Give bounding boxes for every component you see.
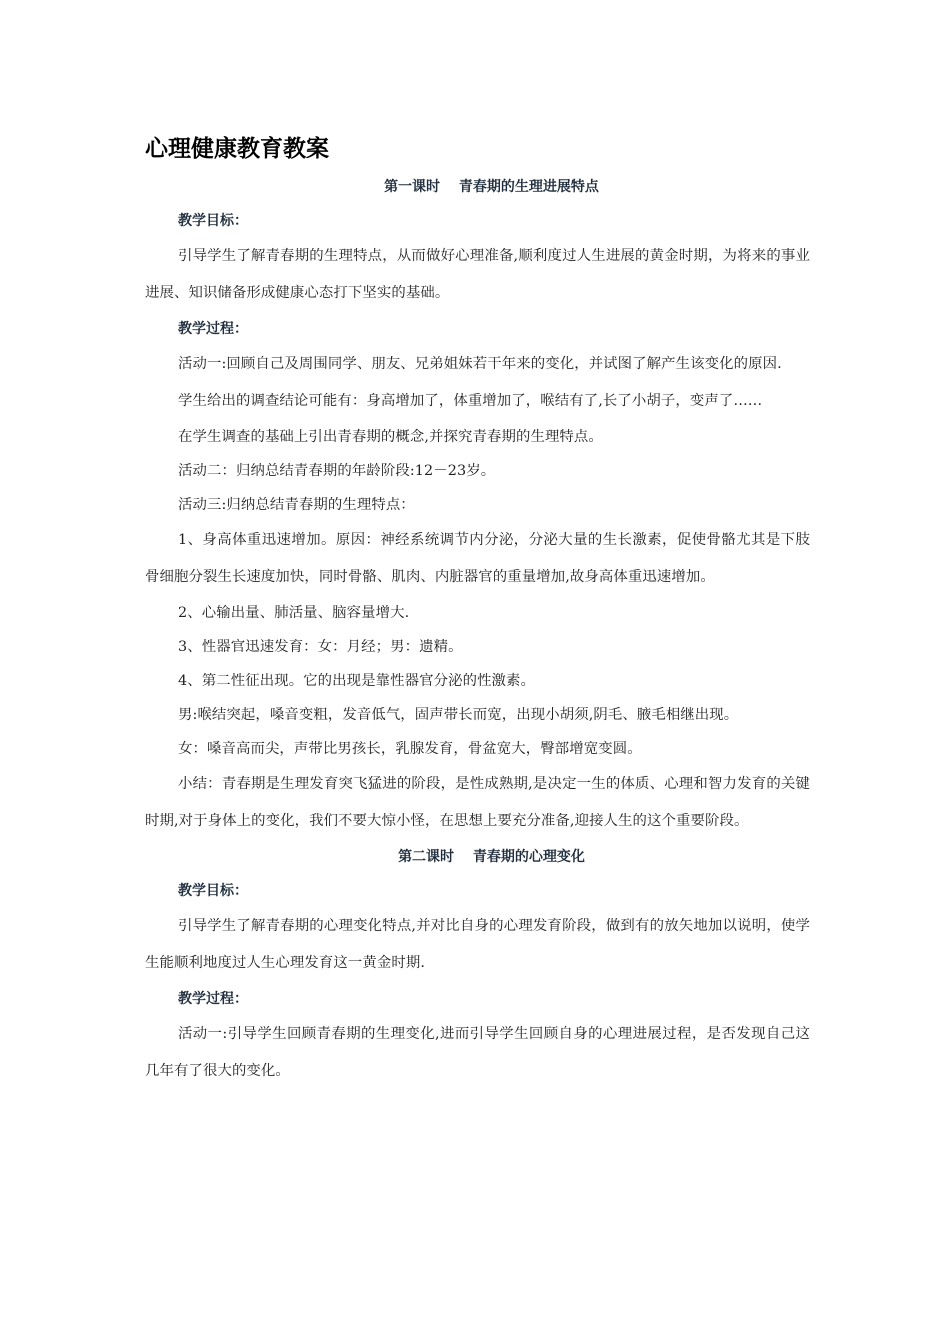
lesson-2-objective-label: 教学目标：	[178, 883, 248, 899]
paragraph: 活动一:回顾自己及周围同学、朋友、兄弟姐妹若干年来的变化，并试图了解产生该变化的原因.	[178, 356, 782, 372]
paragraph: 小结：青春期是生理发育突飞猛进的阶段，是性成熟期,是决定一生的体质、心理和智力发育的关键时期,对于身体上的变化，我们不要大惊小怪，在思想上要充分准备,迎接人生的这个重要阶段。	[145, 776, 810, 829]
paragraph: 2、心输出量、肺活量、脑容量增大.	[178, 605, 410, 621]
paragraph: 活动三:归纳总结青春期的生理特点：	[178, 497, 415, 513]
paragraph: 女：嗓音高而尖，声带比男孩长，乳腺发育，骨盆宽大，臀部增宽变圆。	[178, 741, 642, 757]
document-page	[145, 132, 810, 1090]
lesson-2-heading: 第二课时 青春期的心理变化	[398, 849, 585, 865]
lesson-1-process-label: 教学过程：	[178, 321, 248, 337]
paragraph: 活动一:引导学生回顾青春期的生理变化,进而引导学生回顾自身的心理进展过程，是否发现自己这几年有了很大的变化。	[145, 1026, 810, 1079]
lesson-1-objective-label: 教学目标：	[178, 213, 248, 229]
paragraph: 3、性器官迅速发育：女：月经；男：遗精。	[178, 639, 463, 655]
paragraph: 活动二：归纳总结青春期的年龄阶段:12－23岁。	[178, 463, 496, 479]
paragraph: 男:喉结突起，嗓音变粗，发音低气，固声带长而宽，出现小胡须,阴毛、腋毛相继出现。	[178, 707, 739, 723]
paragraph: 1、身高体重迅速增加。原因：神经系统调节内分泌，分泌大量的生长激素，促使骨骼尤其是下肢骨细胞分裂生长速度加快，同时骨骼、肌肉、内脏器官的重量增加,故身高体重迅速增加。	[145, 532, 810, 585]
lesson-2-process-label: 教学过程：	[178, 991, 248, 1007]
paragraph: 4、第二性征出现。它的出现是靠性器官分泌的性激素。	[178, 673, 536, 689]
paragraph: 学生给出的调查结论可能有：身高增加了，体重增加了，喉结有了,长了小胡子，变声了……	[178, 393, 763, 409]
lesson-2-objective-text: 引导学生了解青春期的心理变化特点,并对比自身的心理发育阶段，做到有的放矢地加以说明，使学生能顺利地度过人生心理发育这一黄金时期.	[145, 918, 810, 971]
lesson-1-objective-text: 引导学生了解青春期的生理特点，从而做好心理准备,顺利度过人生进展的黄金时期，为将来的事业进展、知识储备形成健康心态打下坚实的基础。	[145, 248, 810, 301]
lesson-1-heading: 第一课时 青春期的生理进展特点	[384, 179, 599, 195]
paragraph: 在学生调查的基础上引出青春期的概念,并探究青春期的生理特点。	[178, 429, 603, 445]
document-title: 心理健康教育教案	[145, 136, 329, 162]
